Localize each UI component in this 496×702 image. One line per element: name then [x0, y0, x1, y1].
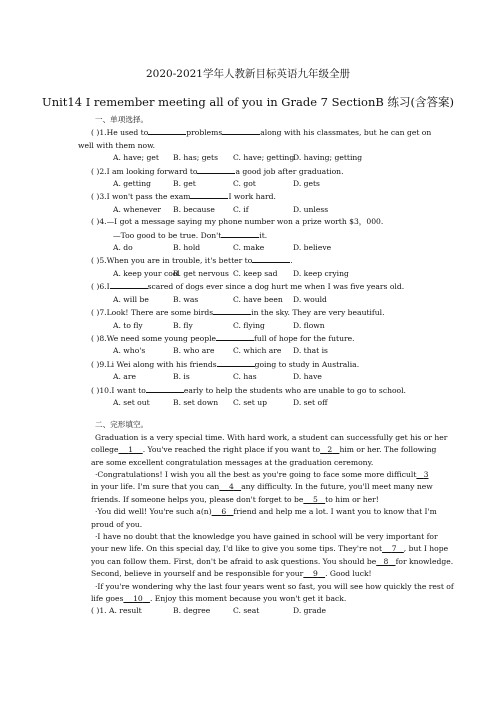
- blank-number: 10: [133, 594, 143, 604]
- option: ( )1. A. result: [91, 606, 142, 616]
- options-row: [113, 268, 431, 280]
- option: C. seat: [233, 606, 260, 616]
- option: A. who's: [113, 346, 146, 356]
- passage-text: friend and help me a lot. I want you to know that I'm: [233, 507, 437, 517]
- question-4-reply: [113, 229, 431, 242]
- passage-line: [95, 469, 431, 481]
- passage-line: ·If you're wondering why the last four years went so fast, you will see how quickly the rest of: [95, 581, 454, 591]
- option: B. fly: [173, 320, 193, 330]
- passage-text: Second, believe in yourself and be responsible for your: [91, 569, 304, 579]
- passage-line: [91, 444, 437, 456]
- question-1: [91, 126, 431, 139]
- option: C. have; getting: [233, 153, 295, 163]
- question-text: ( )7.Look! There are some birds: [91, 308, 214, 318]
- answer-blank: [197, 165, 235, 174]
- option: B. was: [173, 294, 199, 304]
- passage-text: , but I hope: [403, 544, 449, 554]
- question-text: ( )6.I: [91, 282, 110, 292]
- option: D. that is: [293, 346, 328, 356]
- passage-paragraph: [91, 531, 454, 581]
- answer-blank: [222, 126, 260, 135]
- passage-text: life goes: [91, 594, 124, 604]
- passage-text: ·Congratulations! I wish you all the best as you're going to face some more difficult: [95, 469, 417, 479]
- question-text: —Too good to be true. Don't: [113, 230, 222, 240]
- answer-blank: [146, 384, 184, 393]
- option: A. have; get: [113, 153, 159, 163]
- passage-text: your new life. On this special day, I'd like to give you some tips. They're not: [91, 544, 383, 554]
- passage-text: . You've reached the right place if you want to: [142, 445, 321, 455]
- question-5: [91, 254, 431, 267]
- passage-text: you can follow them. First, don't be afraid to ask questions. You should be: [91, 556, 377, 566]
- passage-line: [91, 593, 431, 605]
- option: C. has: [233, 372, 257, 382]
- answer-blank: [217, 358, 255, 367]
- question-text: in the sky. They are very beautiful.: [251, 308, 385, 318]
- options-row: [113, 371, 431, 383]
- question-text: ( )9.Li Wei along with his friends: [91, 359, 217, 369]
- passage-line: [91, 543, 449, 555]
- cloze-question-1: [91, 605, 431, 617]
- question-9: [91, 358, 431, 371]
- option: A. are: [113, 372, 136, 382]
- question-7: [91, 306, 431, 319]
- blank-number: 8: [383, 556, 389, 566]
- question-text: early to help the students who are unable to go to school.: [183, 385, 406, 395]
- passage-text: . Enjoy this moment because you won't get it back.: [149, 594, 347, 604]
- option: D. believe: [293, 243, 332, 253]
- option: A. keep your cool: [113, 268, 180, 278]
- option: A. will be: [113, 294, 149, 304]
- question-8: [91, 332, 431, 345]
- section2-heading: 二、完形填空。: [95, 420, 149, 430]
- option: A. do: [113, 243, 133, 253]
- option: A. set out: [113, 397, 150, 407]
- options-row: [113, 178, 431, 190]
- question-text: ( )2.I am looking forward to: [91, 166, 198, 176]
- option: D. would: [293, 294, 327, 304]
- option: D. have: [293, 372, 322, 382]
- blank-number: 2: [327, 445, 333, 455]
- passage-paragraph: [91, 506, 437, 531]
- passage-paragraph: [91, 581, 454, 606]
- passage-line: ·I have no doubt that the knowledge you have gained in school will be very important for: [95, 532, 438, 541]
- options-row: [113, 320, 431, 332]
- option: C. got: [233, 179, 256, 189]
- options-row: [113, 242, 431, 254]
- blank-number: 9: [312, 569, 318, 579]
- option: D. unless: [293, 204, 329, 214]
- option: D. keep crying: [293, 268, 349, 278]
- option: B. who are: [173, 346, 215, 356]
- passage-text: . Good luck!: [325, 569, 372, 579]
- answer-blank: [221, 229, 259, 238]
- question-text: I work hard.: [228, 192, 276, 202]
- question-4: ( )4.—I got a message saying my phone number won a prize worth $3，000.: [91, 217, 384, 227]
- question-text: full of hope for the future.: [254, 333, 355, 343]
- option: C. flying: [233, 320, 265, 330]
- passage-text: any difficulty. In the future, you'll meet many new: [241, 482, 433, 492]
- blank-number: 6: [221, 507, 227, 517]
- option: C. have been: [233, 294, 283, 304]
- question-text: .: [290, 256, 293, 266]
- options-row: [113, 345, 431, 357]
- answer-blank: [190, 190, 228, 199]
- question-2: [91, 165, 431, 178]
- answer-blank: [213, 306, 251, 315]
- answer-blank: [216, 332, 254, 341]
- passage-line: [91, 481, 431, 493]
- question-text: ( )3.I won't pass the exam: [91, 192, 191, 202]
- question-text: scared of dogs ever since a dog hurt me when I was five years old.: [147, 282, 405, 292]
- passage-line: are some excellent congratulation messages at the graduation ceremony.: [91, 457, 374, 467]
- option: B. has; gets: [173, 153, 218, 163]
- option: D. grade: [293, 606, 327, 616]
- option: B. is: [173, 372, 190, 382]
- option: C. keep sad: [233, 268, 278, 278]
- section1-heading: 一、单项选择。: [95, 115, 149, 124]
- question-text: problems: [186, 128, 223, 138]
- question-6: [91, 280, 431, 293]
- option: A. getting: [113, 179, 151, 189]
- answer-blank: [252, 254, 293, 266]
- option: C. if: [233, 204, 249, 214]
- question-text: along with his classmates, but he can get on: [260, 128, 432, 138]
- question-text: a good job after graduation.: [235, 166, 344, 176]
- passage-line: [95, 506, 437, 518]
- option: C. which are: [233, 346, 282, 356]
- question-continuation: well with them now.: [78, 140, 156, 150]
- option: C. make: [233, 243, 265, 253]
- passage-line: [91, 556, 454, 568]
- question-text: ( )5.When you are in trouble, it's better to: [91, 256, 253, 266]
- question-3: [91, 190, 431, 203]
- passage-text: him or her. The following: [339, 445, 437, 455]
- option: D. having; getting: [293, 153, 363, 163]
- question-text: going to study in Australia.: [254, 359, 360, 369]
- passage-line: [91, 494, 431, 506]
- option: B. hold: [173, 243, 201, 253]
- passage-paragraph: [91, 469, 433, 506]
- option: B. because: [173, 204, 215, 214]
- passage-text: college: [91, 445, 119, 455]
- question-text: ( )1.He used to: [91, 128, 149, 138]
- question-text: ( )8.We need some young people: [91, 333, 217, 343]
- passage-line: Graduation is a very special time. With hard work, a student can successfully get his or her: [95, 432, 448, 442]
- options-row: [113, 204, 431, 216]
- passage-text: in your life. I'm sure that you can: [91, 482, 220, 492]
- blank-number: 3: [423, 469, 429, 479]
- option: B. get: [173, 179, 196, 189]
- passage-line: proud of you.: [91, 519, 143, 529]
- blank-number: 5: [313, 494, 318, 504]
- option: B. get nervous: [173, 268, 229, 278]
- document-title: 2020-2021学年人教新目标英语九年级全册: [146, 68, 350, 80]
- option: C. set up: [233, 397, 267, 407]
- option: B. degree: [173, 606, 211, 616]
- blank-number: 7: [391, 544, 397, 554]
- blank-number: 4: [228, 482, 234, 492]
- option: A. whenever: [113, 204, 161, 214]
- question-text: it.: [259, 230, 268, 240]
- passage-line: [91, 568, 431, 580]
- document-subtitle: Unit14 I remember meeting all of you in Grade 7 SectionB 练习(含答案): [42, 95, 454, 109]
- answer-blank: [110, 280, 148, 289]
- passage-paragraph: [91, 432, 448, 469]
- options-row: [113, 294, 431, 306]
- passage-text: friends. If someone helps you, please don't forget to be: [91, 494, 304, 504]
- options-row: [113, 397, 431, 409]
- question-text: ( )10.I want to: [91, 385, 146, 395]
- options-row: [113, 152, 431, 164]
- option: D. flown: [293, 320, 325, 330]
- passage-text: ·You did well! You're such a(n): [95, 507, 212, 517]
- passage-text: to him or her!: [325, 494, 379, 504]
- answer-blank: [148, 126, 186, 135]
- option: D. gets: [293, 179, 320, 189]
- passage-text: for knowledge.: [395, 556, 454, 566]
- blank-number: 1: [128, 445, 134, 455]
- document-body: [78, 114, 454, 618]
- question-10: [91, 384, 431, 397]
- option: D. set off: [293, 397, 328, 407]
- option: A. to fly: [113, 320, 143, 330]
- option: B. set down: [173, 397, 219, 407]
